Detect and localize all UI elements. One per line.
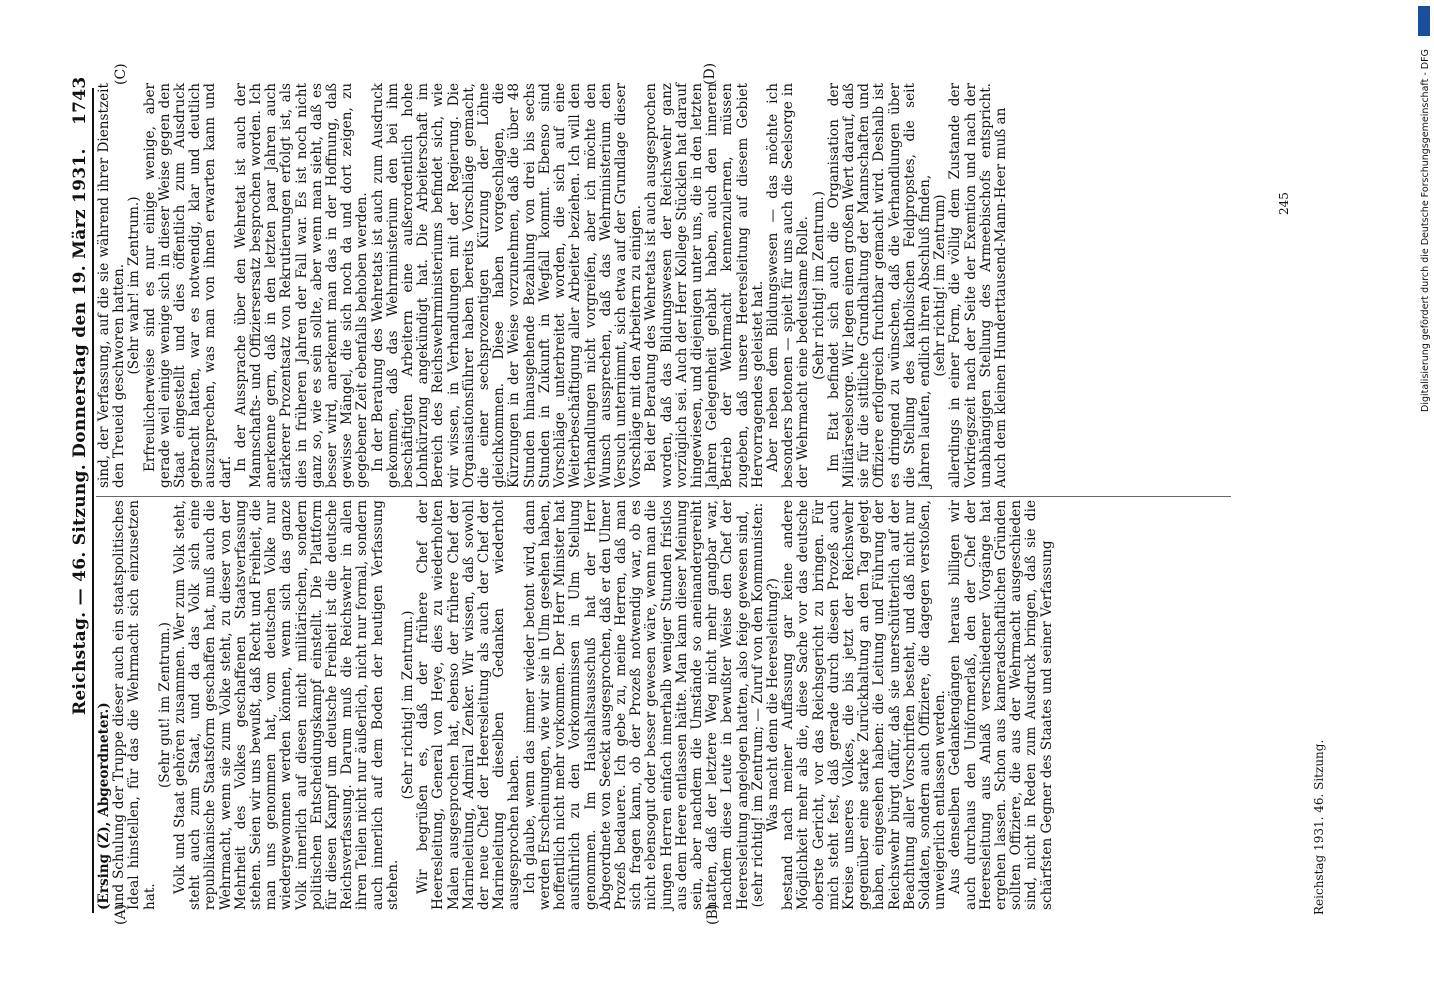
paragraph: Aus denselben Gedankengängen heraus billigen wir auch durchaus den Uniformerlaß, den der Chef der Heeresleitung aus Anlaß verschiedener Vorgänge hat ergehen lassen. Schon aus kameradschaftlichen Gründen sollten Offiziere, die aus der Wehrmacht ausgeschieden sind, nicht in Reden zum Ausdruck bringen, daß sie die schärfsten Gegner des Staates und seiner Verfassung: [947, 500, 1055, 910]
paragraph: allerdings in einer Form, die völlig dem Zustande der Vorkriegszeit nach der Seite der Exemtion und nach der unabhängigen Stellung des Armeebischofs entspricht. Auch dem kleinen Hunderttausend-Mann-Heer muß an: [947, 83, 1009, 488]
speaker-line: (Ersing (Z), Abgeordneter.): [96, 702, 112, 910]
running-title: Reichstag. — 46. Sitzung. Donnerstag den 19. März 1931.: [70, 148, 90, 715]
paragraph: sind, der Verfassung, auf die sie während ihrer Dienstzeit den Treueid geschworen hatten.: [96, 83, 128, 488]
left-column: [97, 500, 1302, 910]
header-rule: [92, 88, 94, 913]
column-separator: [96, 496, 1231, 497]
paragraph: und Schulung der Truppe dieser auch ein staatspolitisches Ideal hinstellen, für das die Wehrmacht sich einzusetzen hat.: [111, 500, 158, 910]
margin-letter-a: (A): [113, 903, 129, 925]
right-column: [97, 83, 1302, 488]
margin-letter-b: (B): [705, 903, 721, 925]
margin-letter-d: (D): [702, 62, 718, 85]
dfg-logo: [1418, 6, 1430, 36]
interjection: (Sehr gut! im Zentrum.): [156, 622, 173, 788]
margin-letter-c: (C): [113, 63, 129, 85]
paragraph: Im Etat befindet sich auch die Organisation der Militärseelsorge. Wir legen einen großen Wert darauf, daß sie für die sittliche Grundhaltung der Mannschaften und Offiziere erfolgreich fruchtbar gemacht wird. Deshalb ist es dringend zu wünschen, daß die Verhandlungen über die Stellung des katholischen Feldpropstes, die seit Jahren laufen, endlich ihren Abschluß finden,: [825, 83, 933, 488]
footer-session-line: Reichstag 1931. 46. Sitzung.: [1312, 739, 1326, 915]
paragraph: Volk und Staat gehören zusammen. Wer zum Volk steht, steht auch zum Staat, und da das Volk sich eine republikanische Staatsform geschaffen hat, muß auch die Wehrmacht, wenn sie zum Volke steht, zu dieser von der Mehrheit des Volkes geschaffenen Staatsverfassung stehen. Seien wir uns bewußt, daß Recht und Freiheit, die man uns genommen hat, vom deutschen Volke nur wiedergewonnen werden können, wenn sich das ganze Volk innerlich auf diesen nicht militärischen, sondern politischen Entscheidungskampf einstellt. Die Plattform für diesen Kampf um deutsche Freiheit ist die deutsche Reichsverfassung. Darum muß die Reichswehr in allen ihren Teilen nicht nur äußerlich, nicht nur formal, sondern auch innerlich auf dem Boden der heutigen Verfassung stehen.: [172, 500, 401, 910]
interjection: (sehr richtig! im Zentrum): [932, 194, 949, 377]
paragraph: Bei der Beratung des Wehretats ist auch ausgesprochen worden, daß das Bildungswesen der Reichswehr ganz vorzüglich sei. Auch der Herr Kollege Stücklen hat darauf hingewiesen, und diejenigen unter uns, die in den letzten Jahren Gelegenheit gehabt haben, auch den inneren Betrieb der Wehrmacht kennenzulernen, müssen zugeben, daß unsere Heeresleitung auf diesem Gebiet Hervorragendes geleistet hat.: [643, 83, 766, 488]
paragraph: In der Aussprache über den Wehretat ist auch der Mannschafts- und Offiziersersatz besprochen worden. Ich anerkenne gern, daß in den letzten paar Jahren auch stärkerer Prozentsatz von Rekrutierungen erfolgt ist, als dies in früheren Jahren der Fall war. Es ist noch nicht ganz so, wie es sein sollte, aber wenn man sieht, daß es besser wird, anerkennt man das in der Hoffnung, daß gewisse Mängel, die sich noch da und dort zeigen, zu gegebener Zeit ebenfalls behoben werden.: [232, 83, 371, 488]
interjection: (Sehr richtig! im Zentrum.): [400, 610, 417, 800]
interjection: (Sehr richtig! im Zentrum.): [810, 191, 827, 380]
interjection: (sehr richtig! im Zentrum; — Zuruf von den Kommunisten: Was macht denn die Heeresleitung?): [749, 502, 781, 908]
paragraph: Wir begrüßen es, daß der frühere Chef der Heeresleitung, General von Heye, dies zu wiederholten Malen ausgesprochen hat, ebenso der frühere Chef der Marineleitung, Admiral Zenker. Wir wissen, daß sowohl der neue Chef der Heeresleitung als auch der Chef der Marineleitung dieselben Gedanken wiederholt ausgesprochen haben.: [415, 500, 523, 910]
interjection: (Sehr wahr! im Zentrum.): [126, 196, 143, 375]
paragraph: Aber neben dem Bildungswesen — das möchte ich besonders betonen — spielt für uns auch die Seelsorge in der Wehrmacht eine bedeutsame Rolle.: [764, 83, 812, 488]
page-number: 1743: [70, 76, 90, 125]
paragraph: Ich glaube, wenn das immer wieder betont wird, dann werden Erscheinungen, wie wir sie in Ulm gesehen haben, hoffentlich nicht mehr vorkommen. Der Herr Minister hat ausführlich zu den Vorkommnissen in Ulm Stellung genommen. Im Haushaltsausschuß hat der Herr Abgeordnete von Seeckt ausgesprochen, daß er den Ulmer Prozeß bedauere. Ich gebe zu, meine Herren, daß man sich fragen kann, ob der Prozeß notwendig war, ob es nicht ebensogut oder besser gewesen wäre, wenn man die jungen Herren einfach innerhalb weniger Stunden fristlos aus dem Heere entlassen hätte. Man kann dieser Meinung sein, aber nachdem die Umstände so aneinandergereiht hatten, daß der letztere Weg nicht mehr gangbar war, nachdem diese Leute in bewußter Weise den Chef der Heeresleitung angelogen hatten, also feige gewesen sind,: [521, 500, 751, 910]
digitization-sidenote: Digitalisierung gefördert durch die Deutsche Forschungsgemeinschaft - DFG: [1420, 49, 1431, 412]
paragraph: bestand nach meiner Auffassung gar keine andere Möglichkeit mehr als die, diese Sache vor das deutsche oberste Gericht, vor das Reichsgericht zu bringen. Für mich steht fest, daß gerade durch diesen Prozeß auch Kreise unseres Volkes, die bis jetzt der Reichswehr gegenüber eine starke Zurückhaltung an den Tag gelegt haben, eingesehen haben: die Leitung und Führung der Reichswehr bürgt dafür, daß sie unerschütterlich auf der Beachtung aller Vorschriften besteht, und daß nicht nur Soldaten, sondern auch Offiziere, die dagegen verstoßen, unweigerlich entlassen werden.: [780, 500, 949, 910]
sheet-number: 245: [1277, 192, 1291, 215]
paragraph: Erfreulicherweise sind es nur einige wenige, aber gerade weil einige wenige sich in dieser Weise gegen den Staat eingestellt und dies öffentlich zum Ausdruck gebracht hatten, war es notwendig, klar und deutlich auszusprechen, was man von ihnen erwarten kann und darf.: [141, 83, 234, 488]
paragraph: In der Beratung des Wehretats ist auch zum Ausdruck gekommen, daß das Wehrministerium den bei ihm beschäftigten Arbeitern eine außerordentlich hohe Lohnkürzung angekündigt hat. Die Arbeiterschaft im Bereich des Reichswehrministeriums befindet sich, wie wir wissen, in Verhandlungen mit der Regierung. Die Organisationsführer haben bereits Vorschläge gemacht, die einer sechsprozentigen Kürzung der Löhne gleichkommen. Diese haben vorgeschlagen, die Kürzungen in der Weise vorzunehmen, daß die über 48 Stunden hinausgehende Bezahlung von drei bis sechs Stunden in Zukunft in Wegfall kommt. Ebenso sind Vorschläge unterbreitet worden, die sich auf eine Weiterbeschäftigung aller Arbeiter beziehen. Ich will den Verhandlungen nicht vorgreifen, aber ich möchte den Wunsch aussprechen, daß das Wehrministerium den Versuch unternimmt, sich etwa auf der Grundlage dieser Vorschläge mit den Arbeitern zu einigen.: [369, 83, 645, 488]
